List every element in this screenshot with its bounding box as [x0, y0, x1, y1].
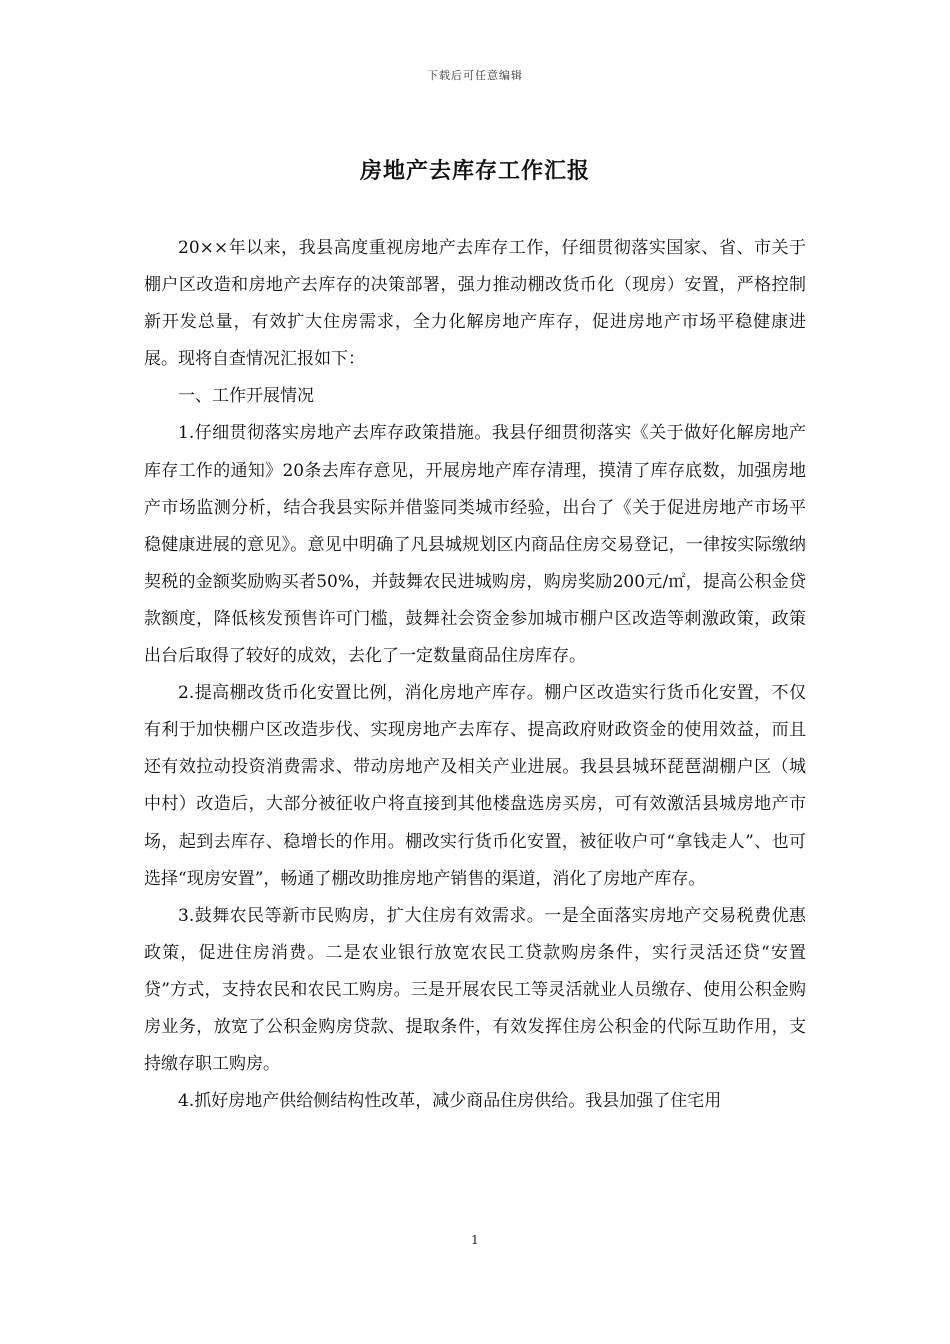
body-paragraph-1: 1.仔细贯彻落实房地产去库存政策措施。我县仔细贯彻落实《关于做好化解房地产库存工作的通知》20条去库存意见，开展房地产库存清理，摸清了库存底数，加强房地产市场监测分析，结合我县实际并借鉴同类城市经验，出台了《关于促进房地产市场平稳健康进展的意见》。意见中明确了凡县城规划区内商品住房交易登记，一律按实际缴纳契税的金额奖励购买者50%，并鼓舞农民进城购房，购房奖励200元/㎡，提高公积金贷款额度，降低核发预售许可门槛，鼓舞社会资金参加城市棚户区改造等刺激政策，政策出台后取得了较好的成效，去化了一定数量商品住房库存。 — [144, 423, 806, 667]
intro-paragraph: 20××年以来，我县高度重视房地产去库存工作，仔细贯彻落实国家、省、市关于棚户区改造和房地产去库存的决策部署，强力推动棚改货币化（现房）安置，严格控制新开发总量，有效扩大住房需求，全力化解房地产库存，促进房地产市场平稳健康进展。现将自查情况汇报如下： — [144, 238, 806, 370]
body-paragraph-2: 2.提高棚改货币化安置比例，消化房地产库存。棚户区改造实行货币化安置，不仅有利于加快棚户区改造步伐、实现房地产去库存、提高政府财政资金的使用效益，而且还有效拉动投资消费需求、带动房地产及相关产业进展。我县县城环琵琶湖棚户区（城中村）改造后，大部分被征收户将直接到其他楼盘选房买房，可有效激活县城房地产市场，起到去库存、稳增长的作用。棚改实行货币化安置，被征收户可“拿钱走人”、也可选择“现房安置”，畅通了棚改助推房地产销售的渠道，消化了房地产库存。 — [144, 683, 806, 889]
section-heading: 一、工作开展情况 — [178, 386, 314, 407]
page-header-note: 下载后可任意编辑 — [427, 69, 523, 82]
body-paragraph-3: 3.鼓舞农民等新市民购房，扩大住房有效需求。一是全面落实房地产交易税费优惠政策，促进住房消费。二是农业银行放宽农民工贷款购房条件，实行灵活还贷“安置贷”方式，支持农民和农民工购房。三是开展农民工等灵活就业人员缴存、使用公积金购房业务，放宽了公积金购房贷款、提取条件，有效发挥住房公积金的代际互助作用，支持缴存职工购房。 — [144, 905, 806, 1075]
body-paragraph-4: 4.抓好房地产供给侧结构性改革，减少商品住房供给。我县加强了住宅用 — [178, 1091, 722, 1112]
document-body — [144, 230, 806, 1120]
page-number: 1 — [471, 1233, 479, 1247]
document-title: 房地产去库存工作汇报 — [359, 159, 590, 184]
